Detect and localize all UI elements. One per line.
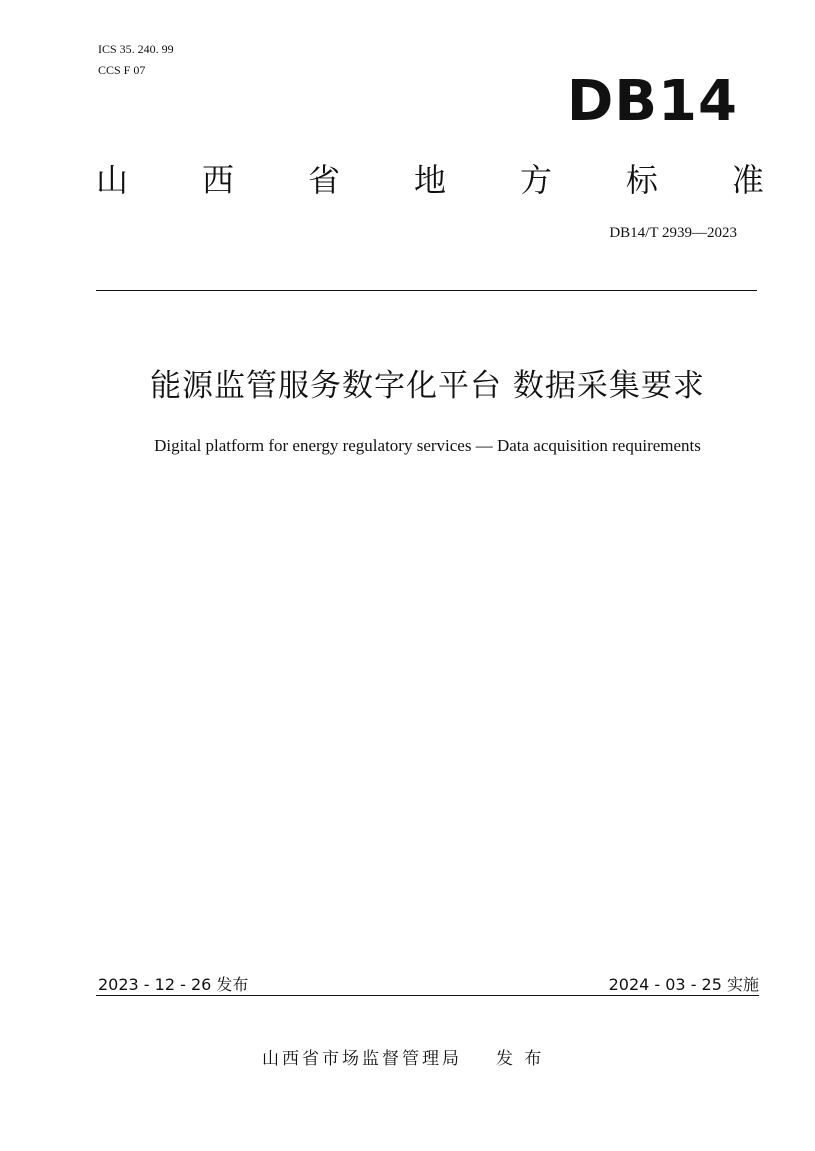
heading-char: 省 [307, 161, 340, 199]
ccs-code: CCS F 07 [98, 63, 146, 77]
issue-action: 发 布 [496, 1049, 545, 1069]
local-standard-heading [96, 160, 764, 200]
heading-char: 标 [625, 161, 658, 199]
title-chinese: 能源监管服务数字化平台 数据采集要求 [150, 368, 705, 404]
heading-char: 地 [413, 161, 446, 199]
top-divider [96, 290, 757, 291]
bottom-divider [96, 995, 759, 996]
ics-code: ICS 35. 240. 99 [98, 42, 174, 56]
title-english: Digital platform for energy regulatory services — Data acquisition requirements [154, 436, 701, 455]
heading-char: 准 [731, 161, 764, 199]
issuer-line [262, 1048, 544, 1070]
standard-number: DB14/T 2939—2023 [609, 225, 737, 241]
heading-char: 方 [519, 161, 552, 199]
implementation-date: 2024 - 03 - 25 实施 [608, 975, 759, 994]
publish-date: 2023 - 12 - 26 发布 [98, 975, 249, 994]
heading-char: 西 [201, 161, 234, 199]
heading-char: 山 [96, 161, 129, 199]
issuer-name: 山西省市场监督管理局 [262, 1049, 462, 1069]
db14-logo: DB14 [566, 69, 738, 134]
